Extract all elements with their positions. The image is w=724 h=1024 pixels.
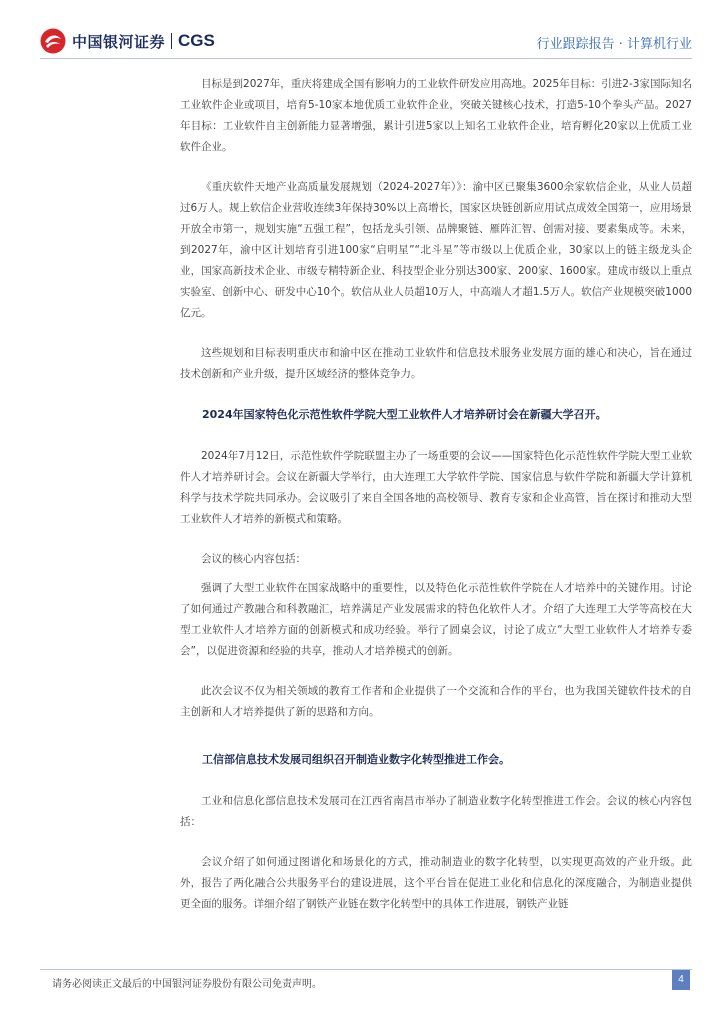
paragraph-seminar-core-label: 会议的核心内容包括： (201, 553, 306, 565)
company-logo (40, 28, 215, 54)
paragraph-seminar-core: 强调了大型工业软件在国家战略中的重要性，以及特色化示范性软件学院在人才培养中的关键作用。讨论了如何通过产教融合和科教融汇，培养满足产业发展需求的特色化软件人才。介绍了大连理工大学等高校在大型工业软件人才培养方面的创新模式和成功经验。举行了圆桌会议，讨论了成立“大型工业软件人才培养专委会”，以促进资源和经验的共享，推动人才培养模式的创新。 (180, 582, 692, 657)
paragraph-yuzhong-plan: 《重庆软件天地产业高质量发展规划（2024-2027年）》：渝中区已聚集3600余家软信企业，从业人员超过6万人。规上软信企业营收连续3年保持30%以上高增长，国家区块链创新应用试点成效全国第一，应用场景开放全市第一，规划实施“五强工程”，包括龙头引领、品牌聚链、雁阵汇智、创需对接、要素集成等。未来，到2027年，渝中区计划培育引进100家“启明星”“北斗星”等市级以上优质企业，30家以上的链主级龙头企业，国家高新技术企业、市级专精特新企业、科技型企业分别达300家、200家、1600家。建成市级以上重点实验室、创新中心、研发中心10个。软信从业人员超10万人，中高端人才超1.5万人。软信产业规模突破1000亿元。 (180, 181, 692, 319)
cgs-logo-icon (40, 28, 66, 54)
page-header (0, 0, 724, 62)
report-category: 行业跟踪报告 · 计算机行业 (536, 37, 692, 52)
section-heading-xinjiang-seminar: 2024年国家特色化示范性软件学院大型工业软件人才培养研讨会在新疆大学召开。 (202, 408, 607, 421)
report-body (180, 74, 692, 934)
company-name-en: CGS (178, 31, 215, 50)
paragraph-meeting-intro: 工业和信息化部信息技术发展司在江西省南昌市举办了制造业数字化转型推进工作会。会议的核心内容包括： (180, 795, 692, 828)
paragraph-seminar-summary: 此次会议不仅为相关领域的教育工作者和企业提供了一个交流和合作的平台，也为我国关键软件技术的自主创新和人才培养提供了新的思路和方向。 (180, 685, 692, 718)
paragraph-meeting-detail: 会议介绍了如何通过图谱化和场景化的方式，推动制造业的数字化转型，以实现更高效的产业升级。此外，报告了两化融合公共服务平台的建设进展，这个平台旨在促进工业化和信息化的深度融合，为制造业提供更全面的服务。详细介绍了钢铁产业链在数字化转型中的具体工作进展，钢铁产业链 (180, 856, 692, 910)
paragraph-chongqing-target: 目标是到2027年，重庆将建成全国有影响力的工业软件研发应用高地。2025年目标：引进2-3家国际知名工业软件企业或项目，培育5-10家本地优质工业软件企业，突破关键核心技术，打造5-10个拳头产品。2027年目标：工业软件自主创新能力显著增强，累计引进5家以上知名工业软件企业，培育孵化20家以上优质工业软件企业。 (180, 78, 692, 153)
footer-disclaimer: 请务必阅读正文最后的中国银河证券股份有限公司免责声明。 (52, 979, 322, 990)
footer-divider (40, 969, 692, 970)
paragraph-plan-summary: 这些规划和目标表明重庆市和渝中区在推动工业软件和信息技术服务业发展方面的雄心和决心，旨在通过技术创新和产业升级，提升区域经济的整体竞争力。 (180, 347, 692, 380)
header-divider (40, 58, 692, 59)
paragraph-seminar-intro: 2024年7月12日，示范性软件学院联盟主办了一场重要的会议——国家特色化示范性软件学院大型工业软件人才培养研讨会。会议在新疆大学举行，由大连理工大学软件学院、国家信息与软件学院和新疆大学计算机科学与技术学院共同承办。会议吸引了来自全国各地的高校领导、教育专家和企业高管，旨在探讨和推动大型工业软件人才培养的新模式和策略。 (180, 450, 692, 525)
page-number-badge: 4 (672, 970, 690, 990)
company-name-cn: 中国银河证券 (72, 32, 166, 51)
section-heading-digital-transformation: 工信部信息技术发展司组织召开制造业数字化转型推进工作会。 (202, 753, 510, 766)
logo-divider (171, 33, 172, 49)
